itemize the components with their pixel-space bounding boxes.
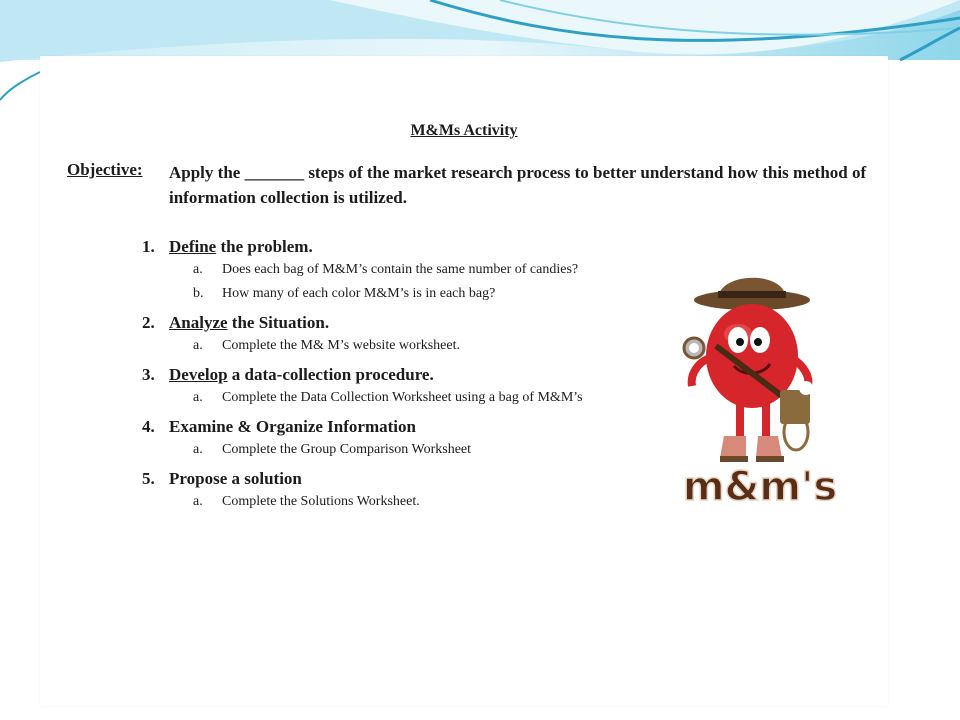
sub-item-text: Complete the Group Comparison Worksheet [222, 442, 472, 457]
step-title-rest: Examine & Organize Information [169, 417, 416, 436]
step-keyword: Define [169, 237, 217, 256]
step-5 [142, 468, 702, 514]
step-title-rest: a data-collection procedure. [227, 365, 434, 384]
sub-item-letter: a. [193, 442, 203, 457]
step-1 [142, 236, 702, 306]
sub-item-text: Complete the M& M’s website worksheet. [222, 338, 460, 353]
objective-label: Objective: [67, 160, 143, 179]
step-number: 3. [142, 365, 155, 384]
step-title [169, 364, 434, 386]
step-title-rest: Propose a solution [169, 469, 302, 488]
step-title [169, 236, 313, 258]
red-mm-explorer-mascot-image [680, 262, 845, 507]
mm-logo-text: m&m's [682, 464, 838, 507]
sub-item [193, 490, 702, 514]
step-heading [142, 468, 702, 490]
sub-item-text: Complete the Solutions Worksheet. [222, 494, 420, 509]
document-title: M&Ms Activity [410, 122, 518, 139]
sub-item [193, 282, 702, 306]
step-number: 1. [142, 237, 155, 256]
steps-list [142, 236, 702, 520]
sub-item [193, 438, 702, 462]
sub-item-text: How many of each color M&M’s is in each bag? [222, 286, 496, 301]
sub-item-letter: a. [193, 262, 203, 277]
step-keyword: Develop [169, 365, 228, 384]
sub-item [193, 258, 702, 282]
sub-item-letter: a. [193, 494, 203, 509]
step-2 [142, 312, 702, 358]
sub-item-text: Complete the Data Collection Worksheet using a bag of M&M’s [222, 390, 583, 405]
step-number: 5. [142, 469, 155, 488]
step-title-rest: the Situation. [227, 313, 330, 332]
step-title [169, 416, 416, 438]
step-title-rest: the problem. [216, 237, 313, 256]
step-number: 4. [142, 417, 155, 436]
step-title [169, 312, 329, 334]
sub-item [193, 386, 702, 410]
step-title [169, 468, 302, 490]
sub-item-letter: a. [193, 338, 203, 353]
step-heading [142, 416, 702, 438]
step-heading [142, 364, 702, 386]
step-4 [142, 416, 702, 462]
step-keyword: Analyze [169, 313, 228, 332]
step-3 [142, 364, 702, 410]
step-heading [142, 236, 702, 258]
document-page [40, 56, 888, 706]
sub-item-text: Does each bag of M&M’s contain the same number of candies? [222, 262, 579, 277]
sub-item-letter: b. [193, 286, 204, 301]
step-number: 2. [142, 313, 155, 332]
objective-text: Apply the _______ steps of the market research process to better understand how this method of information collection is utilized. [169, 163, 867, 207]
sub-item [193, 334, 702, 358]
sub-item-letter: a. [193, 390, 203, 405]
step-heading [142, 312, 702, 334]
